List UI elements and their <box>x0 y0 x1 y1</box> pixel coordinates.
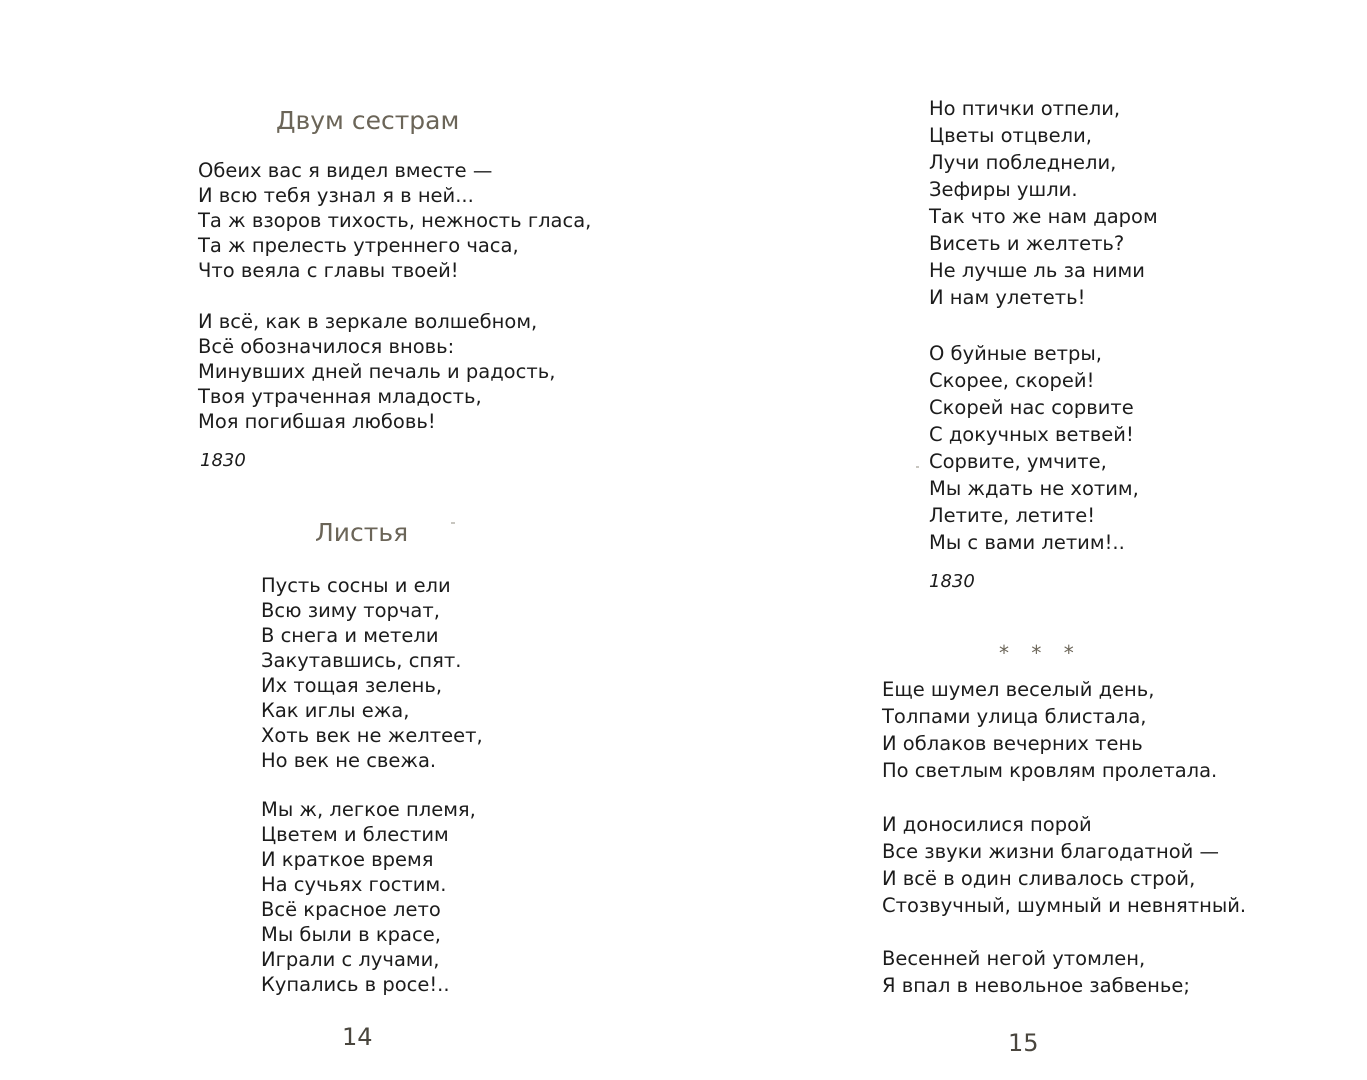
poem-line: Их тощая зелень, <box>261 674 443 697</box>
poem-line: Скорей нас сорвите <box>929 396 1134 419</box>
print-speck <box>451 522 455 524</box>
poem-line: Мы ж, легкое племя, <box>261 798 476 821</box>
poem-line: Пусть сосны и ели <box>261 574 451 597</box>
stanza <box>198 158 591 283</box>
asterism: * * * <box>999 641 1082 665</box>
stanza <box>882 811 1246 919</box>
poem-line: В снега и метели <box>261 624 439 647</box>
poem-line: И всё, как в зеркале волшебном, <box>198 310 538 333</box>
poem-line: О буйные ветры, <box>929 342 1102 365</box>
poem-line: И всё в один сливалось строй, <box>882 867 1196 890</box>
poem-line: Висеть и желтеть? <box>929 232 1125 255</box>
poem-line: Зефиры ушли. <box>929 178 1078 201</box>
stanza <box>198 309 555 434</box>
poem-line: Та ж взоров тихость, нежность гласа, <box>198 209 592 232</box>
right-page <box>683 0 1367 1080</box>
poem-line: Мы были в красе, <box>261 923 441 946</box>
poem-line: По светлым кровлям пролетала. <box>882 759 1218 782</box>
poem-line: И нам улететь! <box>929 286 1086 309</box>
poem-line: Толпами улица блистала, <box>882 705 1147 728</box>
poem-title: Двум сестрам <box>276 106 460 135</box>
poem-line: Моя погибшая любовь! <box>198 410 436 433</box>
poem-line: Мы с вами летим!.. <box>929 531 1125 554</box>
left-page <box>0 0 683 1080</box>
poem-line: Хоть век не желтеет, <box>261 724 483 747</box>
print-speck <box>916 466 919 468</box>
poem-line: Всё красное лето <box>261 898 441 921</box>
poem-title: Листья <box>315 518 409 547</box>
poem-line: Скорее, скорей! <box>929 369 1095 392</box>
poem-line: Но птички отпели, <box>929 97 1121 120</box>
poem-line: Летите, летите! <box>929 504 1096 527</box>
poem-line: Я впал в невольное забвенье; <box>882 974 1190 997</box>
poem-line: И облаков вечерних тень <box>882 732 1143 755</box>
poem-line: С докучных ветвей! <box>929 423 1134 446</box>
poem-line: И краткое время <box>261 848 434 871</box>
poem-line: Купались в росе!.. <box>261 973 450 996</box>
poem-line: Цветы отцвели, <box>929 124 1092 147</box>
poem-line: И всю тебя узнал я в ней... <box>198 184 474 207</box>
poem-line: На сучьях гостим. <box>261 873 447 896</box>
stanza <box>882 676 1217 784</box>
poem-line: Всё обозначилося вновь: <box>198 335 455 358</box>
poem-line: Закутавшись, спят. <box>261 649 462 672</box>
page-number: 15 <box>1008 1029 1039 1057</box>
stanza <box>929 95 1158 311</box>
poem-year: 1830 <box>200 450 246 471</box>
poem-line: Как иглы ежа, <box>261 699 410 722</box>
poem-year: 1830 <box>929 571 975 592</box>
poem-line: Не лучше ль за ними <box>929 259 1145 282</box>
poem-line: Стозвучный, шумный и невнятный. <box>882 894 1247 917</box>
poem-line: Играли с лучами, <box>261 948 440 971</box>
poem-line: Все звуки жизни благодатной — <box>882 840 1220 863</box>
stanza <box>929 340 1139 556</box>
poem-line: Твоя утраченная младость, <box>198 385 482 408</box>
poem-line: Еще шумел веселый день, <box>882 678 1155 701</box>
poem-line: Лучи побледнели, <box>929 151 1117 174</box>
stanza <box>261 797 476 997</box>
poem-line: И доносилися порой <box>882 813 1092 836</box>
poem-line: Всю зиму торчат, <box>261 599 440 622</box>
poem-line: Весенней негой утомлен, <box>882 947 1146 970</box>
page-number: 14 <box>342 1023 373 1051</box>
poem-line: Та ж прелесть утреннего часа, <box>198 234 519 257</box>
stanza <box>882 945 1190 999</box>
poem-line: Обеих вас я видел вместе — <box>198 159 493 182</box>
poem-line: Но век не свежа. <box>261 749 437 772</box>
poem-line: Так что же нам даром <box>929 205 1158 228</box>
poem-line: Сорвите, умчите, <box>929 450 1107 473</box>
poem-line: Что веяла с главы твоей! <box>198 259 459 282</box>
stanza <box>261 573 483 773</box>
poem-line: Мы ждать не хотим, <box>929 477 1139 500</box>
poem-line: Минувших дней печаль и радость, <box>198 360 556 383</box>
poem-line: Цветем и блестим <box>261 823 449 846</box>
